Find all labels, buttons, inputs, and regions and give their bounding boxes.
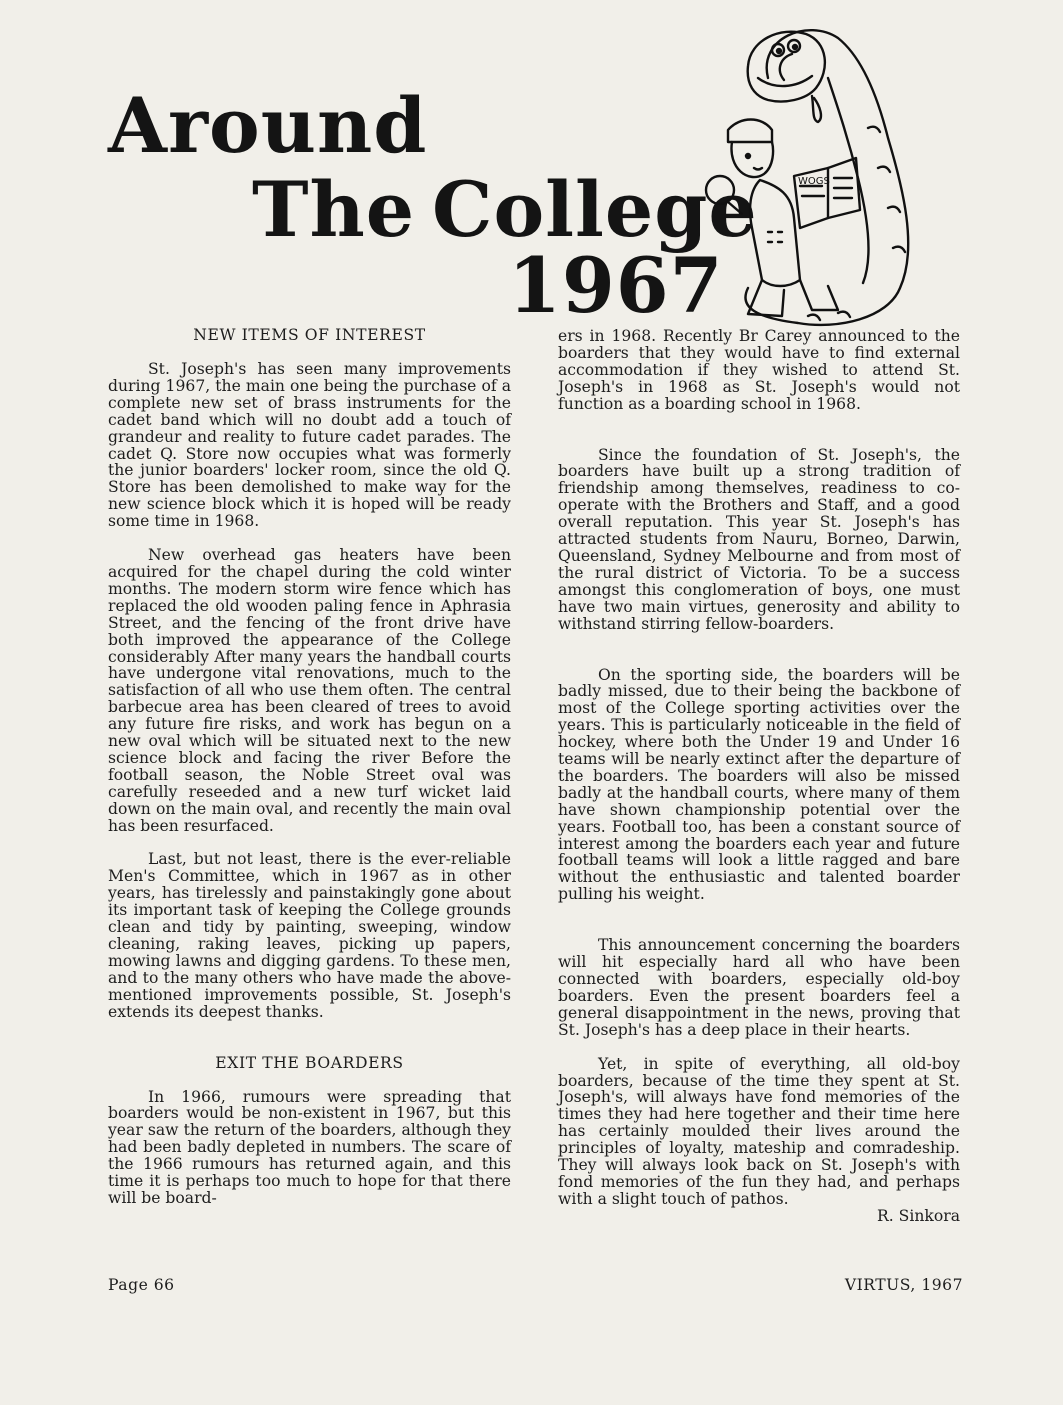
title-college: College (432, 165, 758, 254)
paragraph: Yet, in spite of everything, all old-boy boarders, because of the time they spent at St. Joseph's, will always have fond memories of the times they had here together and their time here has certainly moulded their lives around the principles of loyalty, mateship and comradeship. They will always look back on St. Joseph's with fond memories of the fun they had, and perhaps with a slight touch of pathos. (558, 1054, 960, 1208)
section-heading-new-items: NEW ITEMS OF INTEREST (193, 326, 426, 344)
title-around: Around (108, 81, 428, 170)
paragraph: On the sporting side, the boarders will be badly missed, due to their being the backbone of most of the College sporting activities over the years. This is particularly noticeable in the field of hockey, where both the Under 19 and Under 16 teams will be nearly extinct after the departure of the boarders. The boarders will also be missed badly at the handball courts, where many of them have shown championship potential over the years. Football too, has been a constant source of interest among the boarders each year and future football teams will look a little ragged and bare without the enthusiastic and talented boarder pulling his weight. (558, 665, 960, 904)
section-heading-exit-boarders: EXIT THE BOARDERS (215, 1053, 404, 1072)
publication-name: VIRTUS, 1967 (844, 1276, 963, 1294)
paragraph: Last, but not least, there is the ever-reliable Men's Committee, which in 1967 as in other years, has tirelessly and painstakingly gone about its important task of keeping the College grounds clean and tidy by painting, sweeping, window cleaning, raking leaves, picking up papers, mowing lawns and digging gardens. To these men, and to the many others who have made the above-mentioned improvements possible, St. Joseph's extends its deepest thanks. (108, 850, 511, 1021)
cartoon-illustration (688, 18, 938, 336)
book-label: WOGS (798, 176, 830, 187)
paragraph: This announcement concerning the boarders will hit especially hard all who have been connected with boarders, especially old-boy boarders. Even the present boarders feel a general disappointment in the news, proving that St. Joseph's has a deep place in their hearts. (558, 936, 960, 1039)
paragraph: In 1966, rumours were spreading that boarders would be non-existent in 1967, but this year saw the return of the boarders, although they had been badly depleted in numbers. The scare of the 1966 rumours has returned again, and this time it is perhaps too much to hope for that there will be board- (108, 1087, 511, 1207)
paragraph: Since the foundation of St. Joseph's, the boarders have built up a strong tradition of friendship among themselves, readiness to co-operate with the Brothers and Staff, and a good overall reputation. This year St. Joseph's has attracted students from Nauru, Borneo, Darwin, Queensland, Sydney Melbourne and from most of the rural district of Victoria. To be a success amongst this conglomeration of boys, one must have two main virtues, generosity and ability to withstand stirring fellow-boarders. (558, 445, 960, 633)
title-year: 1967 (508, 241, 724, 330)
paragraph: St. Joseph's has seen many improvements during 1967, the main one being the purchase of a complete new set of brass instruments for the cadet band which will no doubt add a touch of grandeur and reality to future cadet parades. The cadet Q. Store now occupies what was formerly the junior boarders' locker room, since the old Q. Store has been demolished to make way for the new science block which it is hoped will be ready some time in 1968. (108, 360, 511, 531)
page-number: Page 66 (108, 1276, 175, 1294)
title-the: The (252, 165, 416, 254)
paragraph: ers in 1968. Recently Br Carey announced to the boarders that they would have to find external accommodation if they wished to attend St. Joseph's in 1968 as St. Joseph's would not function as a boarding school in 1968. (558, 327, 960, 413)
paragraph: New overhead gas heaters have been acquired for the chapel during the cold winter months. The modern storm wire fence which has replaced the old wooden paling fence in Aphrasia Street, and the fencing of the front drive have both improved the appearance of the College considerably After many years the handball courts have undergone vital renovations, much to the satisfaction of all who use them often. The central barbecue area has been cleared of trees to avoid any future fire risks, and work has begun on a new oval which will be situated next to the new science block and facing the river Before the football season, the Noble Street oval was carefully reseeded and a new turf wicket laid down on the main oval, and recently the main oval has been resurfaced. (108, 546, 511, 835)
left-column (108, 327, 511, 1207)
right-column (558, 328, 960, 1225)
author-signature: R. Sinkora (877, 1206, 960, 1225)
